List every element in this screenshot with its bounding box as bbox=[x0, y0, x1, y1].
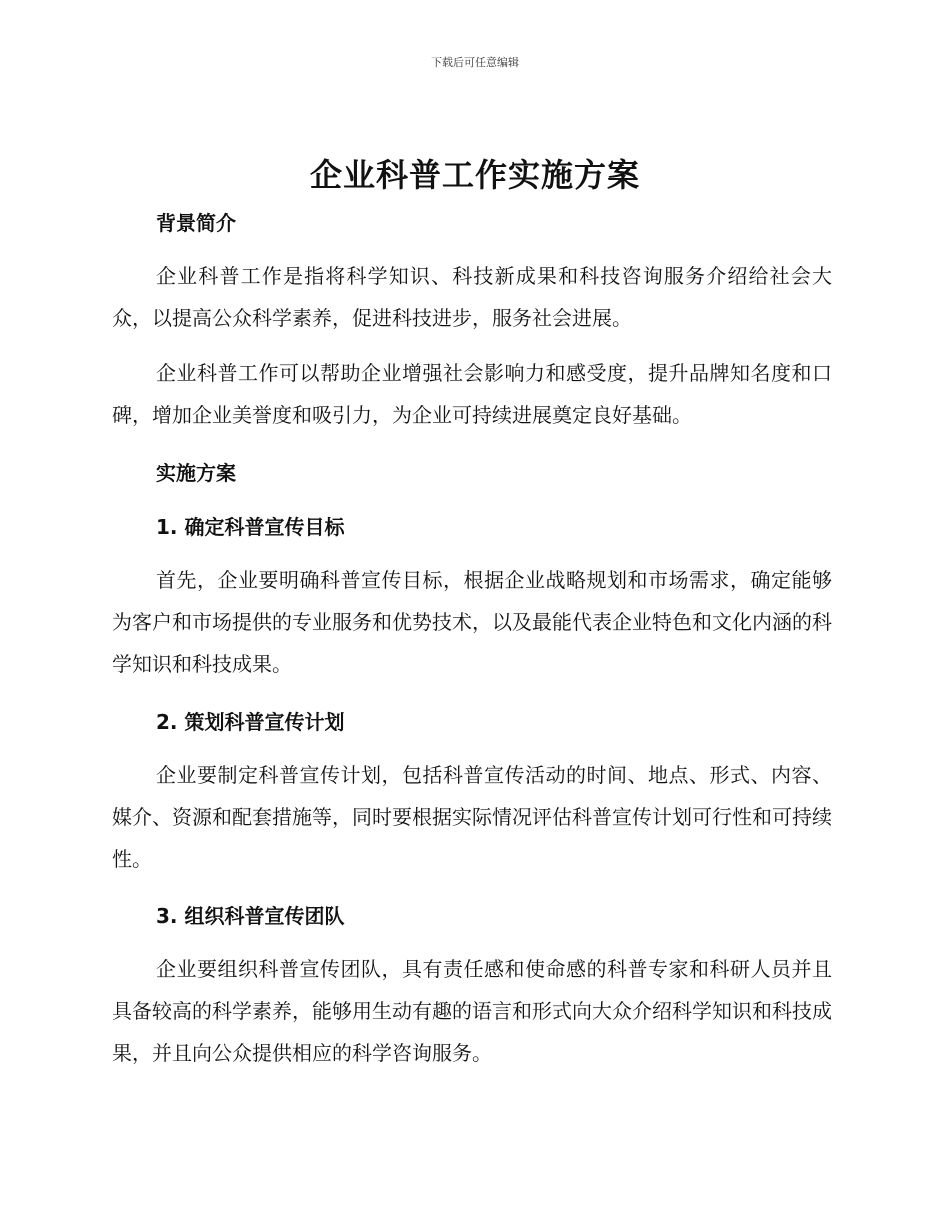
background-paragraph-2: 企业科普工作可以帮助企业增强社会影响力和感受度，提升品牌知名度和口碑，增加企业美誉度和吸引力，为企业可持续进展奠定良好基础。 bbox=[112, 361, 832, 427]
step-paragraph-2: 企业要制定科普宣传计划，包括科普宣传活动的时间、地点、形式、内容、媒介、资源和配套措施等，同时要根据实际情况评估科普宣传计划可行性和可持续性。 bbox=[112, 763, 832, 871]
step-heading-2: 2. 策划科普宣传计划 bbox=[156, 710, 345, 734]
section-heading-background: 背景简介 bbox=[156, 211, 236, 235]
page-header-note: 下载后可任意编辑 bbox=[431, 56, 519, 69]
step-heading-1: 1. 确定科普宣传目标 bbox=[156, 515, 345, 539]
step-paragraph-3: 企业要组织科普宣传团队，具有责任感和使命感的科普专家和科研人员并且具备较高的科学素养，能够用生动有趣的语言和形式向大众介绍科学知识和科技成果，并且向公众提供相应的科学咨询服务。 bbox=[112, 957, 832, 1065]
background-paragraph-1: 企业科普工作是指将科学知识、科技新成果和科技咨询服务介绍给社会大众，以提高公众科学素养，促进科技进步，服务社会进展。 bbox=[112, 264, 832, 330]
document-title: 企业科普工作实施方案 bbox=[309, 156, 640, 194]
step-heading-3: 3. 组织科普宣传团队 bbox=[156, 904, 345, 928]
step-paragraph-1: 首先，企业要明确科普宣传目标，根据企业战略规划和市场需求，确定能够为客户和市场提供的专业服务和优势技术，以及最能代表企业特色和文化内涵的科学知识和科技成果。 bbox=[112, 568, 832, 676]
section-heading-plan: 实施方案 bbox=[156, 461, 236, 485]
